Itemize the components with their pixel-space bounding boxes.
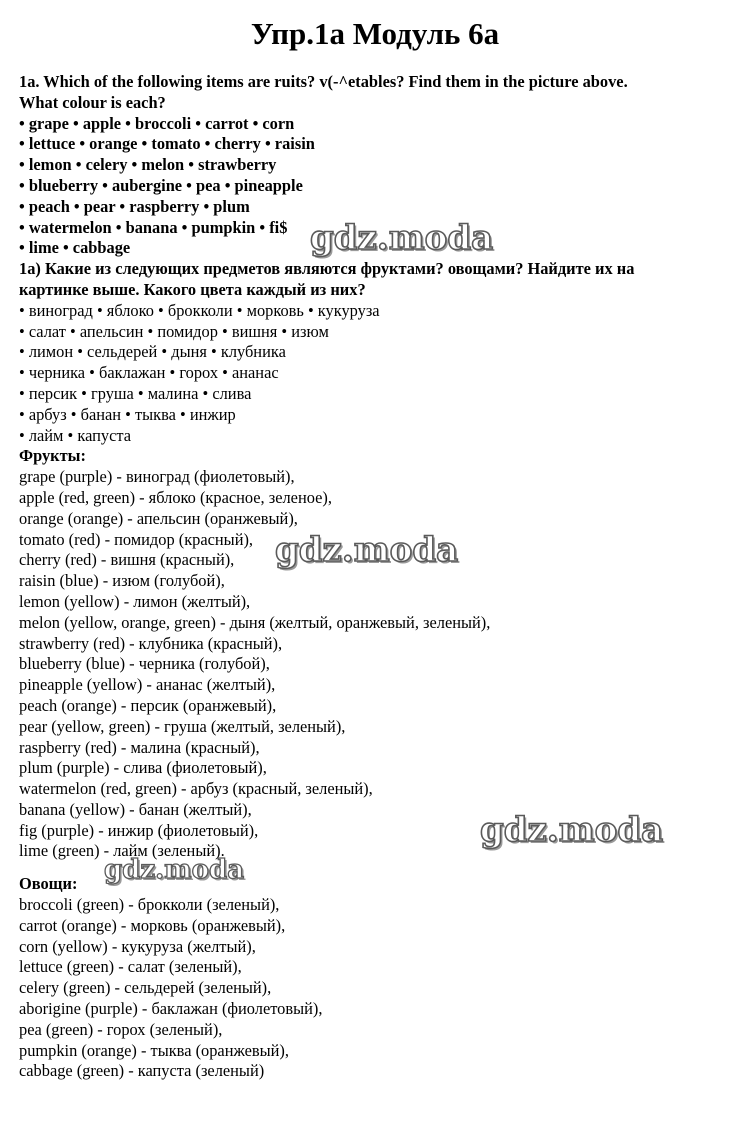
task-ru-line: • лимон • сельдерей • дыня • клубника [19,342,286,362]
vegetables-section [19,874,739,1082]
document-body [19,72,739,1082]
page-title: Упр.1a Модуль 6a [250,16,500,51]
fruit-item: pear (yellow, green) - груша (желтый, зеленый), [19,716,346,736]
vegetable-item: corn (yellow) - кукуруза (желтый), [19,936,256,956]
task-en-line: • lemon • celery • melon • strawberry [19,155,277,175]
watermark: gdz.moda [104,855,245,885]
task-en-line: • grape • apple • broccoli • carrot • corn [19,113,295,133]
fruits-section [19,446,739,862]
fruit-item: orange (orange) - апельсин (оранжевый), [19,508,298,528]
task-en-line: • watermelon • banana • pumpkin • fi$ [19,217,288,237]
vegetable-item: celery (green) - сельдерей (зеленый), [19,978,272,998]
vegetable-item: pea (green) - горох (зеленый), [19,1019,223,1039]
fruit-item: banana (yellow) - банан (желтый), [19,799,252,819]
vegetable-item: carrot (orange) - морковь (оранжевый), [19,915,286,935]
fruit-item: raisin (blue) - изюм (голубой), [19,571,225,591]
task-en-line: What colour is each? [19,92,166,112]
task-en-line: • lime • cabbage [19,238,131,258]
task-ru-heading-line: картинке выше. Какого цвета каждый из них? [19,279,366,299]
task-ru-line: • черника • баклажан • горох • ананас [19,363,279,383]
task-ru-line: • лайм • капуста [19,425,132,445]
fruit-item: pineapple (yellow) - ананас (желтый), [19,675,276,695]
fruits-heading: Фрукты: [19,446,86,466]
vegetable-item: lettuce (green) - салат (зеленый), [19,957,242,977]
watermark: gdz.moda [480,810,664,850]
fruit-item: raspberry (red) - малина (красный), [19,737,260,757]
task-ru-line: • виноград • яблоко • брокколи • морковь • кукуруза [19,300,380,320]
vegetable-item: broccoli (green) - брокколи (зеленый), [19,895,280,915]
vegetable-item: aborigine (purple) - баклажан (фиолетовый), [19,999,323,1019]
fruit-item: watermelon (red, green) - арбуз (красный, зеленый), [19,779,373,799]
watermark: gdz.moda [310,218,494,258]
fruit-item: melon (yellow, orange, green) - дыня (желтый, оранжевый, зеленый), [19,612,491,632]
task-en-line: • blueberry • aubergine • pea • pineapple [19,175,303,195]
fruit-item: lemon (yellow) - лимон (желтый), [19,591,251,611]
fruit-item: lime (green) - лайм (зеленый). [19,841,225,861]
task-en-line: • peach • pear • raspberry • plum [19,196,250,216]
task-russian [19,259,739,446]
fruit-item: tomato (red) - помидор (красный), [19,529,254,549]
fruit-item: plum (purple) - слива (фиолетовый), [19,758,267,778]
fruit-item: cherry (red) - вишня (красный), [19,550,235,570]
task-en-line: 1a. Which of the following items are ruits? v(-^etables? Find them in the picture above. [19,72,628,91]
fruit-item: apple (red, green) - яблоко (красное, зеленое), [19,487,332,507]
watermark: gdz.moda [275,530,459,570]
vegetable-item: pumpkin (orange) - тыква (оранжевый), [19,1040,289,1060]
task-ru-line: • арбуз • банан • тыква • инжир [19,404,236,424]
task-english [19,72,739,259]
task-ru-line: • салат • апельсин • помидор • вишня • изюм [19,321,329,341]
vegetables-heading: Овощи: [19,874,78,894]
task-en-line: • lettuce • orange • tomato • cherry • raisin [19,134,315,154]
task-ru-heading-line: 1а) Какие из следующих предметов являются фруктами? овощами? Найдите их на [19,259,635,279]
fruit-item: strawberry (red) - клубника (красный), [19,633,283,653]
fruit-item: peach (orange) - персик (оранжевый), [19,695,277,715]
fruit-item: fig (purple) - инжир (фиолетовый), [19,820,259,840]
fruit-item: grape (purple) - виноград (фиолетовый), [19,467,295,487]
vegetable-item: cabbage (green) - капуста (зеленый) [19,1061,265,1081]
fruit-item: blueberry (blue) - черника (голубой), [19,654,270,674]
task-ru-line: • персик • груша • малина • слива [19,383,252,403]
